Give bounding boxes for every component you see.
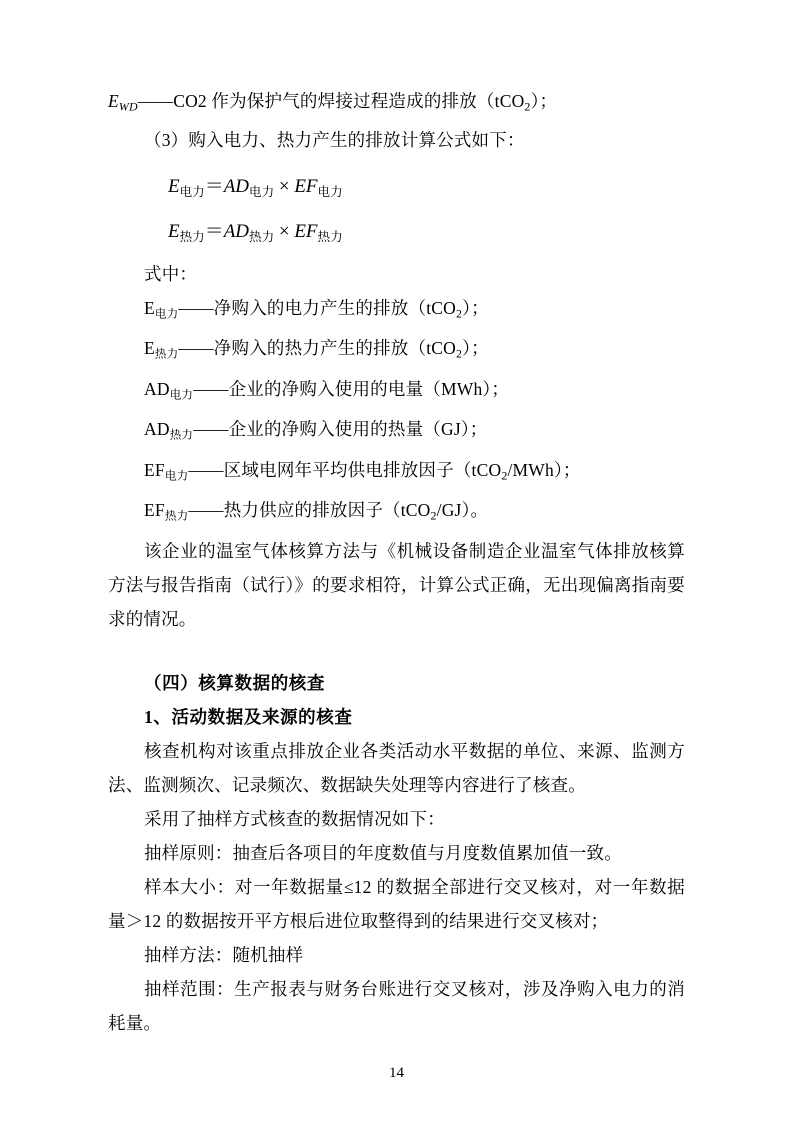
formula2-rhs2: EF <box>294 221 318 243</box>
def-ef-dianli-text: ——区域电网年平均供电排放因子（tCO <box>188 459 502 480</box>
def-ef-dianli-tail: /MWh）； <box>507 459 581 480</box>
definition-ad-electricity <box>108 372 685 412</box>
section-heading-four: （四）核算数据的核查 <box>144 672 325 693</box>
definition-e-heat <box>108 331 685 371</box>
sampling-principle: 抽样原则：抽查后各项目的年度数值与月度数值累加值一致。 <box>144 842 622 863</box>
def-ad-reli-text: ——企业的净购入使用的热量（GJ）； <box>193 419 488 440</box>
sample-size: 样本大小：对一年数据量≤12 的数据全部进行交叉核对，对一年数据量＞12 的数据按开平方根后进位取整得到的结果进行交叉核对； <box>108 876 685 931</box>
def-e-reli-symbol: E <box>144 338 155 359</box>
co2-subscript: 2 <box>430 508 437 523</box>
item-3-intro: （3）购入电力、热力产生的排放计算公式如下： <box>144 130 525 151</box>
formula1-times: × <box>278 176 290 198</box>
symbol-e: E <box>108 91 119 111</box>
def-ef-reli-text: ——热力供应的排放因子（tCO <box>188 500 431 521</box>
formula2-rhs1: AD <box>223 221 250 243</box>
def-ef-reli-subscript: 热力 <box>164 510 189 523</box>
definition-e-electricity <box>108 291 685 331</box>
formula-heat <box>108 212 685 257</box>
definition-ewd <box>108 84 685 123</box>
definition-ef-heat <box>108 493 685 533</box>
formula-electricity <box>108 167 685 212</box>
formula2-times: × <box>278 221 290 243</box>
def-e-dianli-symbol: E <box>144 297 155 318</box>
formula2-rhs2-subscript: 热力 <box>317 229 343 244</box>
formula2-rhs1-subscript: 热力 <box>249 229 275 244</box>
co2-subscript: 2 <box>455 306 463 321</box>
formula1-rhs2: EF <box>294 176 318 198</box>
definition-ewd-tail: ）； <box>530 91 558 111</box>
formula2-lhs: E <box>168 221 180 243</box>
formula2-lhs-subscript: 热力 <box>179 229 205 244</box>
co2-subscript: 2 <box>455 346 463 361</box>
def-ef-dianli-subscript: 电力 <box>164 470 189 483</box>
formula1-lhs: E <box>168 176 180 198</box>
def-ef-dianli-symbol: EF <box>144 459 165 480</box>
verification-body-paragraph: 核查机构对该重点排放企业各类活动水平数据的单位、来源、监测方法、监测频次、记录频次、数据缺失处理等内容进行了核查。 <box>108 740 685 795</box>
page-number: 14 <box>389 1065 404 1081</box>
conclusion-paragraph: 该企业的温室气体核算方法与《机械设备制造企业温室气体排放核算方法与报告指南（试行）》的要求相符，计算公式正确，无出现偏离指南要求的情况。 <box>108 540 685 629</box>
def-ef-reli-symbol: EF <box>144 500 165 521</box>
def-ad-dianli-subscript: 电力 <box>169 389 194 402</box>
where-label: 式中： <box>144 263 198 284</box>
def-ef-reli-tail: /GJ）。 <box>436 500 489 521</box>
def-ad-reli-subscript: 热力 <box>169 429 194 442</box>
formula1-equals: ＝ <box>204 176 224 198</box>
def-e-dianli-subscript: 电力 <box>154 308 179 321</box>
def-e-reli-tail: ）； <box>462 338 489 359</box>
def-e-dianli-tail: ）； <box>462 297 489 318</box>
formula1-lhs-subscript: 电力 <box>179 185 205 200</box>
def-ad-reli-symbol: AD <box>144 419 170 440</box>
sampling-intro: 采用了抽样方式核查的数据情况如下： <box>144 808 445 829</box>
formula1-rhs1: AD <box>223 176 250 198</box>
sampling-method: 抽样方法：随机抽样 <box>144 944 304 965</box>
sampling-scope: 抽样范围：生产报表与财务台账进行交叉核对，涉及净购入电力的消耗量。 <box>108 978 685 1033</box>
symbol-e-subscript: WD <box>118 99 138 114</box>
def-ad-dianli-text: ——企业的净购入使用的电量（MWh）； <box>193 378 510 399</box>
definition-ewd-text: ——CO2 作为保护气的焊接过程造成的排放（tCO <box>137 91 525 111</box>
def-e-dianli-text: ——净购入的电力产生的排放（tCO <box>178 297 456 318</box>
def-e-reli-text: ——净购入的热力产生的排放（tCO <box>178 338 456 359</box>
subsection-heading-one: 1、活动数据及来源的核查 <box>144 706 353 727</box>
co2-subscript: 2 <box>524 99 531 114</box>
co2-subscript: 2 <box>501 467 508 482</box>
formula2-equals: ＝ <box>204 221 224 243</box>
def-e-reli-subscript: 热力 <box>154 348 179 361</box>
formula1-rhs2-subscript: 电力 <box>317 185 343 200</box>
definition-ad-heat <box>108 412 685 452</box>
formula1-rhs1-subscript: 电力 <box>249 185 275 200</box>
definition-ef-electricity <box>108 453 685 493</box>
def-ad-dianli-symbol: AD <box>144 378 170 399</box>
